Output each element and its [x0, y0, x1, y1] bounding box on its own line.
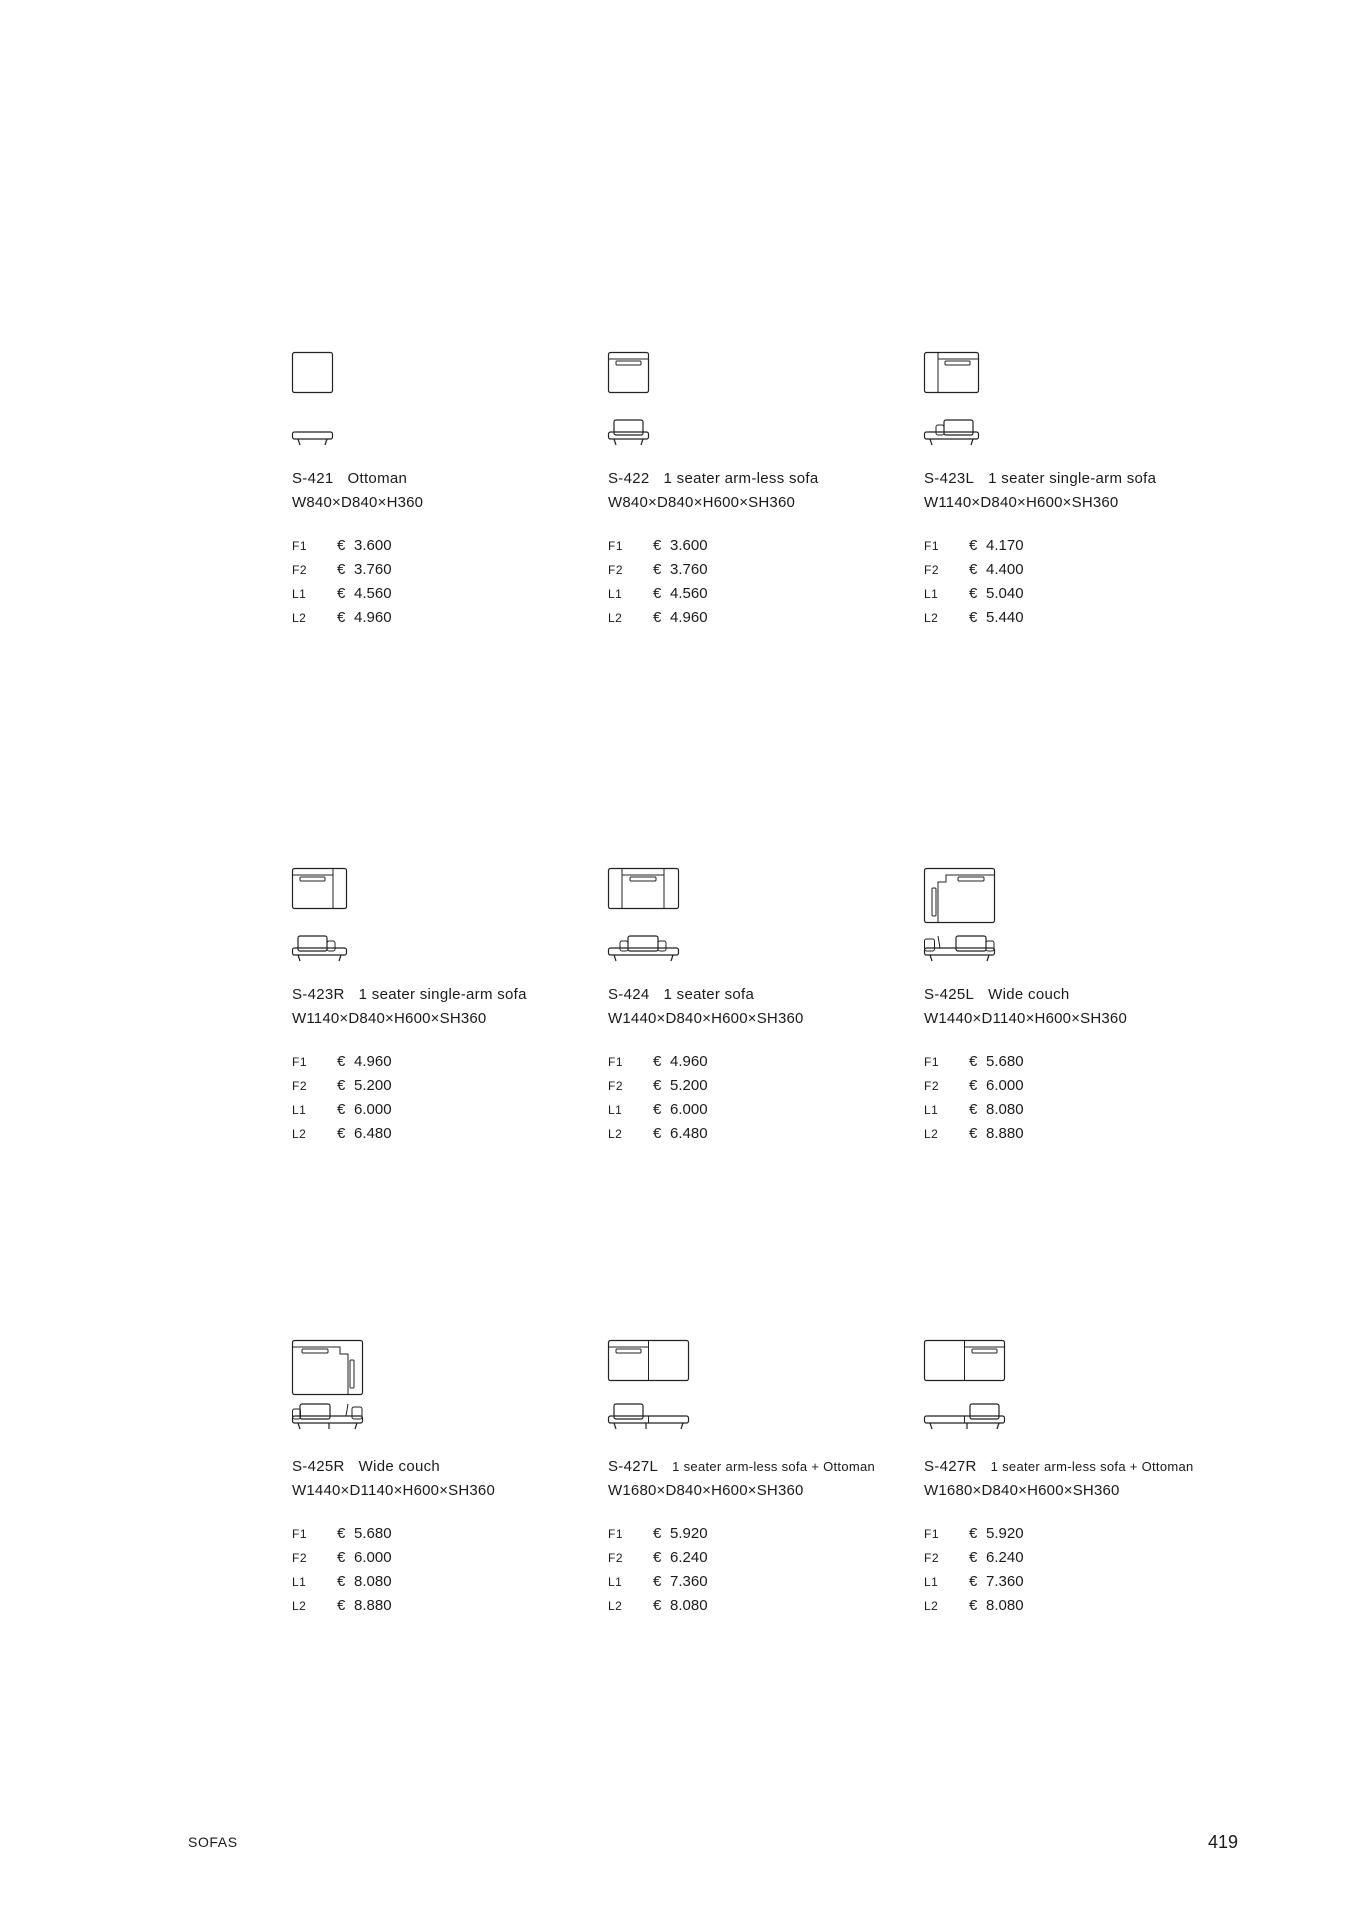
- price-value: 3.760: [670, 561, 708, 578]
- grade-label: F2: [924, 1079, 940, 1093]
- grade-label: L2: [924, 1599, 939, 1613]
- currency-symbol: €: [969, 1597, 978, 1614]
- currency-symbol: €: [337, 537, 346, 554]
- price-row: [608, 1573, 708, 1597]
- price-value: 4.960: [354, 609, 392, 626]
- single-arm-sofa-right-icon: [292, 868, 412, 968]
- currency-symbol: €: [653, 1101, 662, 1118]
- price-value: 8.080: [986, 1101, 1024, 1118]
- ottoman-drawing: [292, 352, 352, 452]
- grade-label: F2: [608, 1551, 624, 1565]
- product-title: [608, 1458, 875, 1475]
- price-value: 5.680: [986, 1053, 1024, 1070]
- sofa-ottoman-left-drawing: [608, 1340, 698, 1440]
- price-row: [608, 561, 708, 585]
- price-value: 3.600: [354, 537, 392, 554]
- price-value: 4.400: [986, 561, 1024, 578]
- price-value: 8.880: [354, 1597, 392, 1614]
- product-title: [924, 1458, 1194, 1475]
- price-list: [608, 537, 708, 633]
- price-row: [292, 1597, 392, 1621]
- price-row: [608, 1525, 708, 1549]
- grade-label: L2: [292, 611, 307, 625]
- price-value: 4.560: [354, 585, 392, 602]
- price-list: [292, 1053, 392, 1149]
- price-value: 4.560: [670, 585, 708, 602]
- currency-symbol: €: [337, 1573, 346, 1590]
- grade-label: F1: [608, 1055, 624, 1069]
- price-row: [292, 1525, 392, 1549]
- ottoman-icon: [292, 352, 412, 452]
- currency-symbol: €: [653, 585, 662, 602]
- price-row: [292, 1125, 392, 1149]
- price-value: 8.080: [986, 1597, 1024, 1614]
- price-value: 6.000: [986, 1077, 1024, 1094]
- price-value: 5.440: [986, 609, 1024, 626]
- price-row: [608, 1125, 708, 1149]
- currency-symbol: €: [337, 1549, 346, 1566]
- product-name: 1 seater arm-less sofa + Ottoman: [672, 1459, 876, 1474]
- page-number: 419: [1208, 1832, 1239, 1852]
- price-value: 4.960: [670, 609, 708, 626]
- price-value: 6.480: [670, 1125, 708, 1142]
- grade-label: F1: [292, 539, 308, 553]
- product-name: 1 seater arm-less sofa + Ottoman: [990, 1459, 1194, 1474]
- price-value: 6.000: [670, 1101, 708, 1118]
- price-row: [292, 561, 392, 585]
- grade-label: L2: [608, 611, 623, 625]
- price-row: [292, 1549, 392, 1573]
- price-value: 4.170: [986, 537, 1024, 554]
- currency-symbol: €: [653, 1573, 662, 1590]
- grade-label: F2: [924, 563, 940, 577]
- grade-label: L1: [924, 587, 939, 601]
- currency-symbol: €: [337, 609, 346, 626]
- currency-symbol: €: [969, 1573, 978, 1590]
- price-row: [924, 585, 1024, 609]
- price-value: 5.200: [354, 1077, 392, 1094]
- currency-symbol: €: [969, 537, 978, 554]
- armless-sofa-icon: [608, 352, 728, 452]
- product-code: S-424: [608, 986, 650, 1003]
- product-name: Ottoman: [347, 470, 408, 487]
- price-value: 6.240: [986, 1549, 1024, 1566]
- product-dimensions: W1440×D840×H600×SH360: [608, 1010, 804, 1027]
- product-name: Wide couch: [358, 1458, 441, 1475]
- price-row: [608, 609, 708, 633]
- product-name: 1 seater single-arm sofa: [988, 470, 1157, 487]
- grade-label: L1: [292, 1575, 307, 1589]
- single-arm-sofa-right-drawing: [292, 868, 352, 968]
- price-row: [924, 609, 1024, 633]
- price-row: [292, 1101, 392, 1125]
- price-value: 7.360: [986, 1573, 1024, 1590]
- currency-symbol: €: [653, 537, 662, 554]
- currency-symbol: €: [969, 1101, 978, 1118]
- product-title: [292, 1458, 440, 1475]
- wide-couch-left-icon: [924, 868, 1044, 968]
- grade-label: F1: [924, 539, 940, 553]
- grade-label: F1: [924, 1527, 940, 1541]
- price-value: 4.960: [670, 1053, 708, 1070]
- product-dimensions: W1680×D840×H600×SH360: [924, 1482, 1120, 1499]
- price-value: 4.960: [354, 1053, 392, 1070]
- grade-label: L1: [608, 1575, 623, 1589]
- currency-symbol: €: [337, 1077, 346, 1094]
- price-value: 6.000: [354, 1101, 392, 1118]
- grade-label: F2: [292, 563, 308, 577]
- grade-label: L2: [292, 1599, 307, 1613]
- grade-label: F2: [608, 563, 624, 577]
- price-value: 6.000: [354, 1549, 392, 1566]
- price-row: [608, 1549, 708, 1573]
- grade-label: L2: [292, 1127, 307, 1141]
- grade-label: L1: [608, 1103, 623, 1117]
- currency-symbol: €: [969, 1125, 978, 1142]
- grade-label: F1: [924, 1055, 940, 1069]
- price-row: [924, 1573, 1024, 1597]
- sofa-ottoman-right-drawing: [924, 1340, 1014, 1440]
- currency-symbol: €: [337, 1101, 346, 1118]
- price-row: [924, 561, 1024, 585]
- grade-label: F2: [924, 1551, 940, 1565]
- price-row: [292, 585, 392, 609]
- price-value: 3.760: [354, 561, 392, 578]
- currency-symbol: €: [653, 1125, 662, 1142]
- sofa-ottoman-left-icon: [608, 1340, 728, 1440]
- grade-label: F1: [608, 1527, 624, 1541]
- grade-label: F2: [292, 1079, 308, 1093]
- price-row: [608, 1101, 708, 1125]
- product-title: [924, 470, 1156, 487]
- price-value: 8.080: [670, 1597, 708, 1614]
- price-list: [924, 537, 1024, 633]
- price-row: [292, 1053, 392, 1077]
- price-row: [924, 1077, 1024, 1101]
- price-value: 6.240: [670, 1549, 708, 1566]
- currency-symbol: €: [653, 1549, 662, 1566]
- currency-symbol: €: [969, 1549, 978, 1566]
- product-dimensions: W840×D840×H600×SH360: [608, 494, 796, 511]
- armless-sofa-drawing: [608, 352, 668, 452]
- grade-label: L1: [924, 1103, 939, 1117]
- currency-symbol: €: [337, 561, 346, 578]
- product-dimensions: W1140×D840×H600×SH360: [292, 1010, 487, 1027]
- wide-couch-right-icon: [292, 1340, 412, 1440]
- product-dimensions: W1140×D840×H600×SH360: [924, 494, 1119, 511]
- product-dimensions: W1440×D1140×H600×SH360: [292, 1482, 496, 1499]
- price-value: 6.480: [354, 1125, 392, 1142]
- currency-symbol: €: [969, 585, 978, 602]
- grade-label: F2: [292, 1551, 308, 1565]
- price-value: 8.880: [986, 1125, 1024, 1142]
- product-title: [292, 470, 407, 487]
- price-value: 5.920: [670, 1525, 708, 1542]
- product-name: Wide couch: [988, 986, 1070, 1003]
- price-row: [924, 1597, 1024, 1621]
- grade-label: L1: [292, 587, 307, 601]
- wide-couch-left-drawing: [924, 868, 1004, 968]
- product-name: 1 seater sofa: [663, 986, 755, 1003]
- grade-label: L1: [292, 1103, 307, 1117]
- price-row: [292, 537, 392, 561]
- product-code: S-423R: [292, 986, 345, 1003]
- section-label: SOFAS: [188, 1834, 238, 1850]
- product-dimensions: W1680×D840×H600×SH360: [608, 1482, 804, 1499]
- price-row: [924, 1125, 1024, 1149]
- product-name: 1 seater arm-less sofa: [663, 470, 819, 487]
- product-title: [608, 986, 754, 1003]
- price-row: [292, 1077, 392, 1101]
- product-title: [924, 986, 1070, 1003]
- product-name: 1 seater single-arm sofa: [358, 986, 527, 1003]
- price-list: [608, 1525, 708, 1621]
- grade-label: L1: [924, 1575, 939, 1589]
- price-row: [608, 537, 708, 561]
- product-dimensions: W840×D840×H360: [292, 494, 424, 511]
- price-list: [924, 1525, 1024, 1621]
- product-code: S-425R: [292, 1458, 345, 1475]
- currency-symbol: €: [337, 1597, 346, 1614]
- currency-symbol: €: [337, 1125, 346, 1142]
- product-code: S-425L: [924, 986, 975, 1003]
- product-code: S-423L: [924, 470, 975, 487]
- single-arm-sofa-left-icon: [924, 352, 1044, 452]
- currency-symbol: €: [969, 609, 978, 626]
- grade-label: F1: [292, 1527, 308, 1541]
- price-value: 3.600: [670, 537, 708, 554]
- price-list: [924, 1053, 1024, 1149]
- currency-symbol: €: [337, 1053, 346, 1070]
- grade-label: L2: [924, 1127, 939, 1141]
- price-list: [292, 537, 392, 633]
- currency-symbol: €: [653, 1077, 662, 1094]
- currency-symbol: €: [337, 1525, 346, 1542]
- price-row: [924, 1053, 1024, 1077]
- product-code: S-422: [608, 470, 650, 487]
- price-list: [608, 1053, 708, 1149]
- product-code: S-427R: [924, 1458, 977, 1475]
- currency-symbol: €: [653, 609, 662, 626]
- grade-label: F2: [608, 1079, 624, 1093]
- product-code: S-427L: [608, 1458, 659, 1475]
- price-value: 5.040: [986, 585, 1024, 602]
- currency-symbol: €: [653, 1053, 662, 1070]
- currency-symbol: €: [653, 1597, 662, 1614]
- price-row: [608, 1053, 708, 1077]
- grade-label: L2: [608, 1599, 623, 1613]
- price-row: [608, 1597, 708, 1621]
- price-row: [292, 609, 392, 633]
- price-value: 5.920: [986, 1525, 1024, 1542]
- sofa-drawing: [608, 868, 688, 968]
- currency-symbol: €: [969, 1053, 978, 1070]
- grade-label: F1: [292, 1055, 308, 1069]
- grade-label: L2: [924, 611, 939, 625]
- currency-symbol: €: [969, 1077, 978, 1094]
- single-arm-sofa-left-drawing: [924, 352, 984, 452]
- grade-label: F1: [608, 539, 624, 553]
- price-row: [292, 1573, 392, 1597]
- price-value: 7.360: [670, 1573, 708, 1590]
- price-list: [292, 1525, 392, 1621]
- sofa-ottoman-right-icon: [924, 1340, 1044, 1440]
- price-value: 5.200: [670, 1077, 708, 1094]
- sofa-icon: [608, 868, 728, 968]
- price-row: [924, 1549, 1024, 1573]
- product-title: [292, 986, 527, 1003]
- product-title: [608, 470, 819, 487]
- price-value: 8.080: [354, 1573, 392, 1590]
- wide-couch-right-drawing: [292, 1340, 372, 1440]
- currency-symbol: €: [337, 585, 346, 602]
- price-row: [924, 537, 1024, 561]
- price-row: [608, 585, 708, 609]
- price-row: [924, 1525, 1024, 1549]
- currency-symbol: €: [969, 561, 978, 578]
- product-dimensions: W1440×D1140×H600×SH360: [924, 1010, 1128, 1027]
- price-row: [608, 1077, 708, 1101]
- product-code: S-421: [292, 470, 334, 487]
- currency-symbol: €: [653, 561, 662, 578]
- grade-label: L1: [608, 587, 623, 601]
- price-row: [924, 1101, 1024, 1125]
- currency-symbol: €: [653, 1525, 662, 1542]
- currency-symbol: €: [969, 1525, 978, 1542]
- price-value: 5.680: [354, 1525, 392, 1542]
- grade-label: L2: [608, 1127, 623, 1141]
